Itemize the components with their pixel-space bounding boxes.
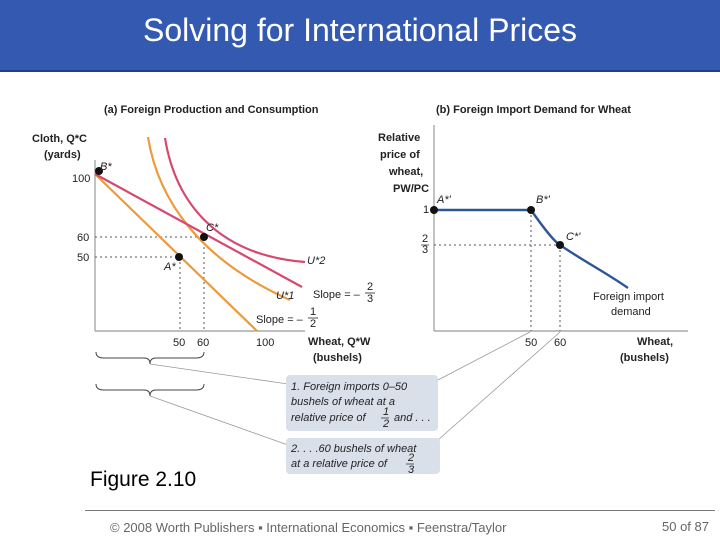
panel-b: [378, 104, 688, 364]
footer-divider: [85, 510, 715, 511]
callout-1-line-2: bushels of wheat at a: [291, 396, 395, 408]
brace-lower: [96, 384, 204, 396]
footer-credit: © 2008 Worth Publishers ▪ International Economics ▪ Feenstra/Taylor: [110, 520, 507, 535]
label-c-star-prime: C*': [566, 231, 581, 243]
label-u2: U*2: [307, 255, 326, 267]
callout-1: [286, 375, 438, 431]
figure-label: Figure 2.10: [90, 468, 197, 491]
callout-1-line-3: relative price of: [291, 412, 366, 424]
panel-a-x-label-1: Wheat, Q*W: [308, 336, 371, 348]
panel-a-x-tick-60: 60: [197, 337, 210, 349]
page-number: 50 of 87: [662, 519, 709, 534]
callout-2-frac-den: 3: [408, 464, 415, 476]
label-a-star: A*: [164, 261, 176, 273]
panel-a: [32, 104, 375, 364]
panel-a-x-label-2: (bushels): [313, 352, 362, 364]
panel-a-y-label-1: Cloth, Q*C: [32, 133, 87, 145]
slope-steep-label: Slope = –: [256, 314, 303, 326]
label-u1: U*1: [276, 290, 295, 302]
callout-1-frac-num: 1: [383, 406, 390, 418]
panel-b-y-tick-23-den: 3: [422, 244, 429, 256]
slope-steep-den: 2: [310, 318, 317, 330]
panel-a-y-tick-50: 50: [77, 252, 90, 264]
ppf-line: [95, 174, 257, 331]
panel-b-y-label-1: Relative: [378, 132, 421, 144]
label-b-star: B*: [100, 161, 112, 173]
point-a-star: [175, 253, 183, 261]
callout-1-frac-den: 2: [383, 418, 390, 430]
panel-b-y-label-4: PW/PC: [393, 183, 430, 195]
panel-a-x-tick-100: 100: [256, 337, 275, 349]
connector-1a: [150, 364, 288, 384]
connector-2a: [150, 396, 288, 445]
indifference-curve-u2: [165, 138, 305, 262]
label-c-star: C*: [206, 222, 219, 234]
callout-2-frac-num: 2: [408, 452, 415, 464]
panel-b-y-label-2: price of: [380, 149, 420, 161]
point-c-star: [200, 233, 208, 241]
point-a-star-prime: [430, 206, 438, 214]
demand-label-1: Foreign import: [593, 291, 664, 303]
slope-flat-num: 2: [367, 281, 374, 293]
panel-b-x-tick-50: 50: [525, 337, 538, 349]
panel-a-y-tick-60: 60: [77, 232, 90, 244]
panel-b-x-label-1: Wheat,: [637, 336, 674, 348]
world-price-line: [95, 174, 302, 287]
label-a-star-prime: A*': [437, 194, 451, 206]
brace-upper: [96, 352, 204, 364]
panel-b-y-tick-23-num: 2: [422, 233, 429, 245]
label-b-star-prime: B*': [536, 194, 550, 206]
point-b-star-prime: [527, 206, 535, 214]
slide-title: Solving for International Prices: [143, 12, 577, 48]
panel-b-y-tick-1: 1: [423, 204, 430, 216]
panel-a-y-tick-100: 100: [72, 173, 91, 185]
slope-flat-label: Slope = –: [313, 289, 360, 301]
slope-flat-den: 3: [367, 293, 374, 305]
point-c-star-prime: [556, 241, 564, 249]
demand-label-2: demand: [611, 306, 651, 318]
slope-steep-num: 1: [310, 306, 317, 318]
panel-a-title: (a) Foreign Production and Consumption: [104, 104, 319, 116]
callout-1-line-4: and . . .: [394, 412, 431, 424]
callout-2: [286, 438, 440, 476]
panel-b-title: (b) Foreign Import Demand for Wheat: [436, 104, 631, 116]
panel-b-x-label-2: (bushels): [620, 352, 669, 364]
callout-2-line-1: 2. . . .60 bushels of wheat: [291, 443, 417, 455]
panel-a-x-tick-50: 50: [173, 337, 186, 349]
callout-1-line-1: 1. Foreign imports 0–50: [291, 381, 408, 393]
panel-a-y-label-2: (yards): [44, 149, 81, 161]
callout-2-line-2: at a relative price of: [291, 458, 387, 470]
panel-b-y-label-3: wheat,: [389, 166, 424, 178]
connector-1b: [438, 332, 530, 380]
panel-b-x-tick-60: 60: [554, 337, 567, 349]
